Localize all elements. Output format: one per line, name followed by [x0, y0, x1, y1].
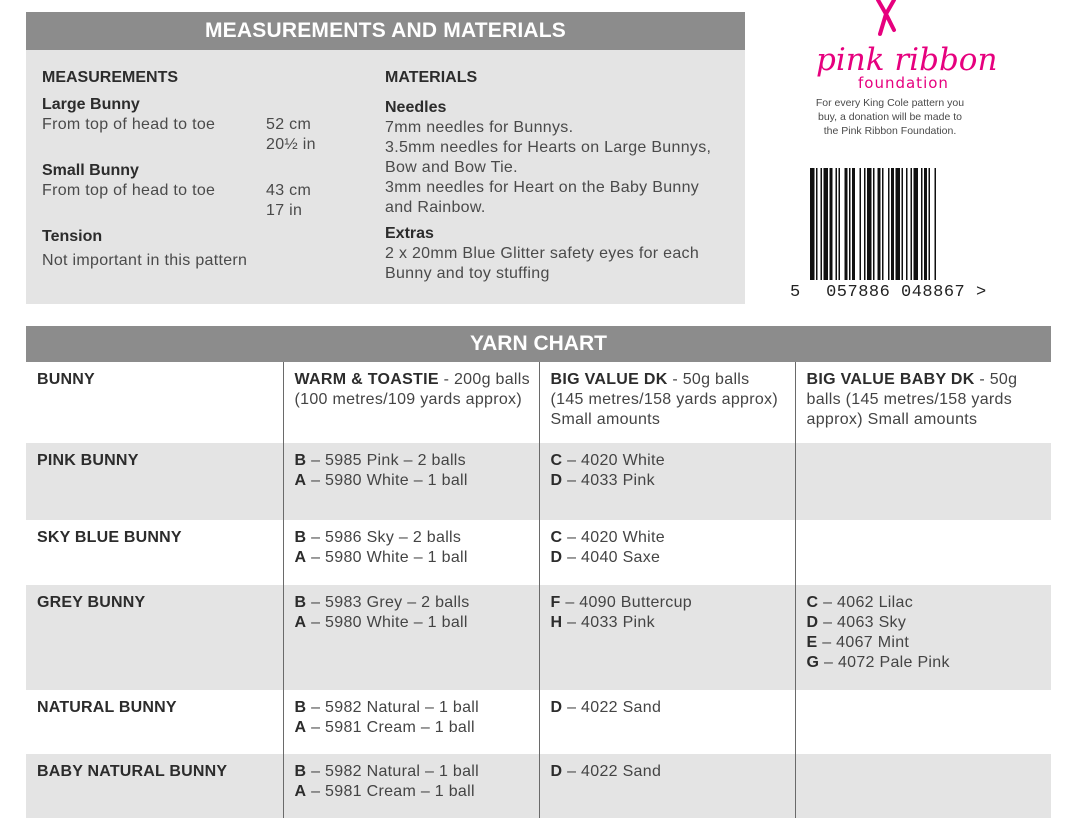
shade-text: – 5981 Cream – 1 ball [306, 783, 475, 800]
yarn-chart-header: YARN CHART [26, 326, 1051, 362]
extras-label: Extras [385, 225, 434, 242]
yarn-cell-wt [283, 585, 539, 690]
barcode-bar [860, 168, 862, 280]
shade-code: C [806, 594, 819, 611]
yarn-cell-wt [283, 520, 539, 585]
shade-code: A [294, 783, 307, 800]
ribbon-icon [878, 0, 894, 34]
shade-code: D [550, 549, 563, 566]
yarn-line [551, 528, 795, 548]
bunny-name-cell [26, 754, 283, 818]
logo-line1: pink ribbon [816, 42, 998, 78]
yarn-cell-wt [283, 754, 539, 818]
yarn-cell-bb [795, 690, 1051, 754]
donation-note [800, 96, 980, 138]
bunny-name: SKY BLUE BUNNY [37, 529, 182, 546]
large-bunny-in: 20½ in [266, 136, 316, 153]
barcode-bar [929, 168, 931, 280]
bunny-name: GREY BUNNY [37, 594, 146, 611]
large-bunny-desc: From top of head to toe [42, 116, 216, 133]
barcode-bar [836, 168, 838, 280]
yarn-cell-bv [539, 585, 795, 690]
yarn-cell-wt [283, 690, 539, 754]
yarn-line [295, 471, 539, 491]
barcode-tail: > [975, 283, 987, 302]
shade-code: A [294, 719, 307, 736]
shade-text: – 4020 White [562, 452, 665, 469]
small-bunny-desc: From top of head to toe [42, 182, 216, 199]
table-row [26, 585, 1051, 690]
yarn-line [295, 548, 539, 568]
yarn-line [807, 633, 1052, 653]
yarn-cell-bv [539, 754, 795, 818]
shade-code: D [550, 699, 563, 716]
barcode-bar [839, 168, 841, 280]
yarn-line [295, 613, 539, 633]
barcode-bar [891, 168, 894, 280]
needles-line: 7mm needles for Bunnys. [385, 119, 574, 136]
shade-code: G [806, 654, 820, 671]
yarn-line [295, 528, 539, 548]
donation-line: For every King Cole pattern you [815, 97, 965, 109]
barcode-bar [830, 168, 833, 280]
yarn-cell-wt [283, 443, 539, 520]
large-bunny-cm: 52 cm [266, 116, 312, 133]
shade-text: – 4062 Lilac [818, 594, 913, 611]
yarn-line [551, 471, 795, 491]
yarn-line [807, 653, 1052, 673]
shade-code: B [294, 452, 307, 469]
yarn-line [807, 613, 1052, 633]
shade-text: – 4033 Pink [562, 472, 655, 489]
needles-line: 3mm needles for Heart on the Baby Bunny [385, 179, 700, 196]
shade-text: – 4020 White [562, 529, 665, 546]
large-bunny-row-in [42, 135, 362, 155]
barcode-bar [935, 168, 937, 280]
shade-text: – 5985 Pink – 2 balls [306, 452, 466, 469]
bunny-name: PINK BUNNY [37, 452, 139, 469]
shade-code: H [550, 614, 563, 631]
yarn-line [807, 593, 1052, 613]
shade-text: – 4067 Mint [817, 634, 910, 651]
barcode-bar [914, 168, 919, 280]
brand-big-value-baby-dk: BIG VALUE BABY DK [806, 371, 975, 388]
needles-line: Bow and Bow Tie. [385, 159, 518, 176]
yarn-line [295, 762, 539, 782]
pink-ribbon-logo [806, 0, 998, 92]
small-bunny-label: Small Bunny [42, 162, 139, 179]
shade-text: – 4072 Pale Pink [819, 654, 950, 671]
barcode-bar [867, 168, 872, 280]
yarn-cell-bb [795, 754, 1051, 818]
bunny-name: NATURAL BUNNY [37, 699, 177, 716]
shade-text: – 5980 White – 1 ball [306, 614, 468, 631]
yarn-chart-head-row [26, 362, 1051, 443]
barcode-bar [845, 168, 848, 280]
shade-text: – 4063 Sky [818, 614, 907, 631]
barcode-bar [882, 168, 884, 280]
extras-line: Bunny and toy stuffing [385, 265, 550, 282]
barcode-bar [821, 168, 823, 280]
barcode-bar [852, 168, 855, 280]
extras-line: 2 x 20mm Blue Glitter safety eyes for each [385, 245, 700, 262]
table-row [26, 520, 1051, 585]
shade-text: – 5983 Grey – 2 balls [306, 594, 470, 611]
shade-code: D [806, 614, 819, 631]
yarn-cell-bb [795, 520, 1051, 585]
barcode-bar [824, 168, 829, 280]
shade-text: – 5982 Natural – 1 ball [306, 699, 480, 716]
barcode-bar [810, 168, 815, 280]
donation-line: buy, a donation will be made to [818, 111, 962, 123]
tension-text: Not important in this pattern [42, 252, 248, 269]
shade-code: D [550, 472, 563, 489]
small-bunny-cm: 43 cm [266, 182, 312, 199]
shade-text: – 4022 Sand [562, 763, 662, 780]
pink-ribbon-block [800, 0, 998, 140]
yarn-cell-bb [795, 443, 1051, 520]
shade-text: – 5981 Cream – 1 ball [306, 719, 475, 736]
shade-code: E [806, 634, 818, 651]
large-bunny-label: Large Bunny [42, 96, 140, 113]
shade-text: – 4040 Saxe [562, 549, 661, 566]
shade-text: – 5980 White – 1 ball [306, 549, 468, 566]
bunny-name-cell [26, 585, 283, 690]
shade-code: B [294, 594, 307, 611]
barcode-bar [896, 168, 901, 280]
shade-text: – 5986 Sky – 2 balls [306, 529, 462, 546]
yarn-cell-bv [539, 443, 795, 520]
col-head-warm-toastie: WARM & TOASTIE - 200g balls (100 metres/109 yards approx) [283, 362, 539, 443]
materials-title: MATERIALS [385, 69, 478, 86]
barcode-bar [878, 168, 881, 280]
shade-code: A [294, 614, 307, 631]
shade-code: B [294, 763, 307, 780]
shade-code: A [294, 472, 307, 489]
table-row [26, 754, 1051, 818]
needles-line: and Rainbow. [385, 199, 486, 216]
shade-text: – 4033 Pink [562, 614, 655, 631]
needles-label: Needles [385, 99, 447, 116]
needles-line: 3.5mm needles for Hearts on Large Bunnys, [385, 139, 712, 156]
col-head-big-value-dk: BIG VALUE DK - 50g balls (145 metres/158 yards approx) Small amounts [539, 362, 795, 443]
yarn-line [295, 782, 539, 802]
barcode-bar [902, 168, 904, 280]
materials-column [385, 68, 745, 284]
logo-line2: foundation [858, 74, 949, 92]
measurements-materials-header: MEASUREMENTS AND MATERIALS [26, 12, 745, 50]
tension-label: Tension [42, 228, 103, 245]
small-bunny-in: 17 in [266, 202, 303, 219]
shade-text: – 5982 Natural – 1 ball [306, 763, 480, 780]
small-bunny-row-in [42, 201, 362, 221]
barcode-bar [816, 168, 818, 280]
brand-warm-toastie: WARM & TOASTIE [294, 371, 439, 388]
yarn-line [551, 548, 795, 568]
yarn-line [551, 613, 795, 633]
table-row [26, 443, 1051, 520]
yarn-line [295, 451, 539, 471]
yarn-line [295, 593, 539, 613]
col-head-bunny: BUNNY [37, 371, 95, 388]
col-head-big-value-baby-dk: BIG VALUE BABY DK - 50g balls (145 metres/158 yards approx) Small amounts [795, 362, 1051, 443]
table-row [26, 690, 1051, 754]
shade-text: – 4022 Sand [562, 699, 662, 716]
yarn-line [551, 593, 795, 613]
barcode-bar [924, 168, 927, 280]
bunny-name-cell [26, 520, 283, 585]
barcode-bar [906, 168, 908, 280]
barcode-bar [849, 168, 851, 280]
yarn-line [551, 451, 795, 471]
bunny-name: BABY NATURAL BUNNY [37, 763, 228, 780]
measurements-title: MEASUREMENTS [42, 69, 179, 86]
shade-code: D [550, 763, 563, 780]
shade-code: C [550, 452, 563, 469]
yarn-line [295, 698, 539, 718]
shade-code: F [550, 594, 561, 611]
barcode-bar [911, 168, 913, 280]
barcode-digits: 057886 048867 [826, 283, 966, 302]
yarn-line [551, 698, 795, 718]
measurements-column [42, 68, 362, 271]
bunny-name-cell [26, 443, 283, 520]
shade-code: C [550, 529, 563, 546]
yarn-line [551, 762, 795, 782]
measurements-materials-panel [26, 12, 745, 304]
yarn-cell-bb [795, 585, 1051, 690]
shade-code: B [294, 699, 307, 716]
yarn-cell-bv [539, 520, 795, 585]
yarn-cell-bv [539, 690, 795, 754]
bunny-name-cell [26, 690, 283, 754]
small-bunny-row [42, 181, 362, 201]
shade-code: A [294, 549, 307, 566]
barcode-bar [921, 168, 923, 280]
barcode-bar [864, 168, 866, 280]
barcode-first-digit: 5 [790, 283, 801, 302]
shade-text: – 4090 Buttercup [560, 594, 692, 611]
barcode-bar [888, 168, 890, 280]
shade-code: B [294, 529, 307, 546]
brand-big-value-dk: BIG VALUE DK [550, 371, 668, 388]
yarn-line [295, 718, 539, 738]
barcode-bar [873, 168, 875, 280]
yarn-chart-table [26, 362, 1051, 818]
donation-line: the Pink Ribbon Foundation. [823, 125, 957, 137]
large-bunny-row [42, 115, 362, 135]
shade-text: – 5980 White – 1 ball [306, 472, 468, 489]
barcode-number [790, 283, 990, 302]
